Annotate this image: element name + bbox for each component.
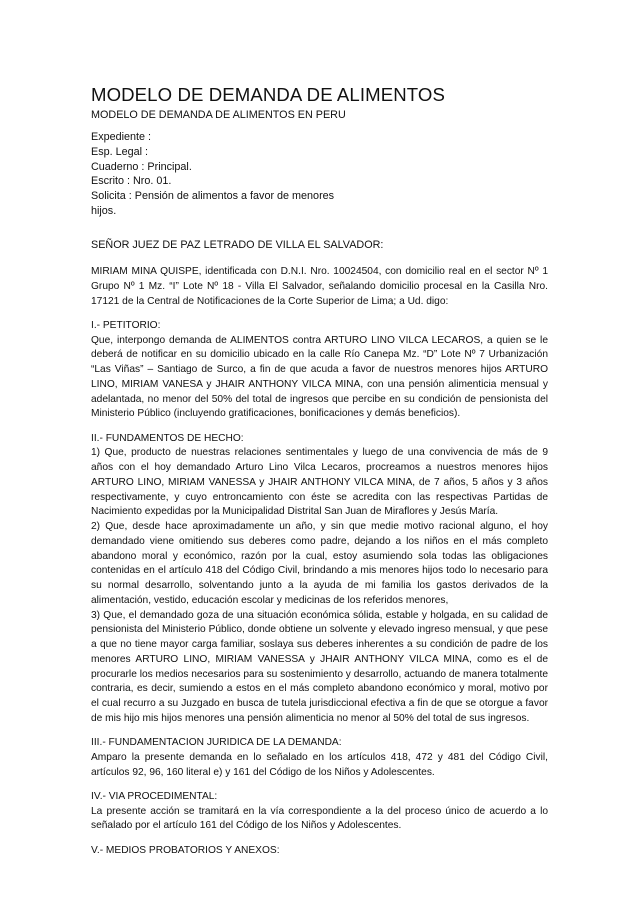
document-body (91, 265, 548, 868)
section-text: La presente acción se tramitará en la vía correspondiente a la del proceso único de acuerdo a lo señalado por el artículo 161 del Código de los Niños y Adolescentes. (91, 805, 548, 832)
section-heading: V.- MEDIOS PROBATORIOS Y ANEXOS: (91, 844, 280, 856)
section-heading: IV.- VIA PROCEDIMENTAL: (91, 790, 218, 802)
intro-paragraph: MIRIAM MINA QUISPE, identificada con D.N.I. Nro. 10024504, con domicilio real en el sector Nº 1 Grupo Nº 1 Mz. “I” Lote Nº 18 - Villa El Salvador, señalando domicilio procesal en la Casilla Nro. 17121 de la Central de Notificaciones de la Corte Superior de Lima; a Ud. digo: (91, 266, 548, 307)
section-text: Que, interpongo demanda de ALIMENTOS contra ARTURO LINO VILCA LECAROS, a quien se le deberá de notificar en su domicilio ubicado en la calle Río Canepa Mz. “D” Lote Nº 7 Urbanización “Las Viñas” – Santiago de Surco, a fin de que acuda a favor de nuestros menores hijos ARTURO LINO, MIRIAM VANESA y JHAIR ANTHONY VILCA MINA, con una pensión alimenticia mensual y adelantada, no menor del 50% del total de ingresos que percibe en su condición de pensionista del Ministerio Público (incluyendo gratificaciones, bonificaciones y demás beneficios). (91, 334, 548, 420)
document-title: MODELO DE DEMANDA DE ALIMENTOS (91, 84, 445, 105)
list-item: 3) Que, el demandado goza de una situación económica sólida, estable y holgada, en su calidad de pensionista del Ministerio Público, donde obtiene un solvente y elevado ingreso mensual, y que pese a que no tiene mayor carga familiar, soslaya sus deberes inherentes a su condición de padre de los menores ARTURO LINO, MIRIAM VANESSA y JHAIR ANTHONY VILCA MINA, como es el de procurarle los medios necesarios para su sostenimiento y desarrollo, actuando de manera totalmente contraria, es decir, sumiendo a estos en el más completo abandono económico y moral, motivo por el cual recurro a su Juzgado en busca de tutela jurisdiccional efectiva a fin de que se otorgue a favor de mis hijo mis hijos menores una pensión alimenticia no menor al 50% del total de sus ingresos. (91, 609, 548, 724)
section-heading: II.- FUNDAMENTOS DE HECHO: (91, 432, 244, 444)
document-subtitle: MODELO DE DEMANDA DE ALIMENTOS EN PERU (91, 109, 346, 121)
meta-solicita: Solicita : Pensión de alimentos a favor de menores (91, 190, 335, 203)
section-heading: III.- FUNDAMENTACION JURIDICA DE LA DEMANDA: (91, 737, 342, 748)
meta-solicita-cont: hijos. (91, 204, 117, 217)
section-heading: I.- PETITORIO: (91, 319, 161, 331)
section-via-procedimental (91, 790, 548, 834)
list-item: 1) Que, producto de nuestras relaciones sentimentales y luego de una convivencia de más de 9 años con el hoy demandado Arturo Lino Vilca Lecaros, procreamos a nuestros menores hijos ARTURO LINO, MIRIAM VANESSA y JHAIR ANTHONY VILCA MINA, de 7 años, 5 años y 3 años respectivamente, y cuyo entroncamiento con éste se acredita con las respectivas Partidas de Nacimiento expedidas por la Municipalidad Distrital San Juan de Miraflores y Jesús María. (91, 447, 548, 518)
section-petitorio (91, 319, 548, 422)
meta-esp-legal: Esp. Legal : (91, 145, 149, 158)
section-text: Amparo la presente demanda en lo señalado en los artículos 418, 472 y 481 del Código Civil, artículos 92, 96, 160 literal e) y 161 del Código de los Niños y Adolescentes. (91, 751, 548, 778)
meta-cuaderno: Cuaderno : Principal. (91, 160, 192, 173)
section-fundamentacion-juridica (91, 736, 548, 780)
section-medios-probatorios (91, 844, 548, 859)
section-fundamentos-hecho (91, 432, 548, 727)
meta-expediente: Expediente : (91, 131, 152, 143)
addressee: SEÑOR JUEZ DE PAZ LETRADO DE VILLA EL SALVADOR: (91, 239, 384, 251)
case-metadata (91, 130, 334, 219)
meta-escrito: Escrito : Nro. 01. (91, 175, 172, 188)
list-item: 2) Que, desde hace aproximadamente un año, y sin que medie motivo racional alguno, el hoy demandado viene omitiendo sus deberes como padre, dejando a los niños en el más completo abandono moral y económico, razón por la cual, estoy asumiendo sola todas las obligaciones contenidas en el artículo 418 del Código Civil, brindando a mis menores hijos todo lo necesario para su normal desarrollo, solventando junto a la ayuda de mi familia los gastos derivados de la alimentación, vestido, educación escolar y medicinas de los referidos menores, (91, 521, 548, 606)
